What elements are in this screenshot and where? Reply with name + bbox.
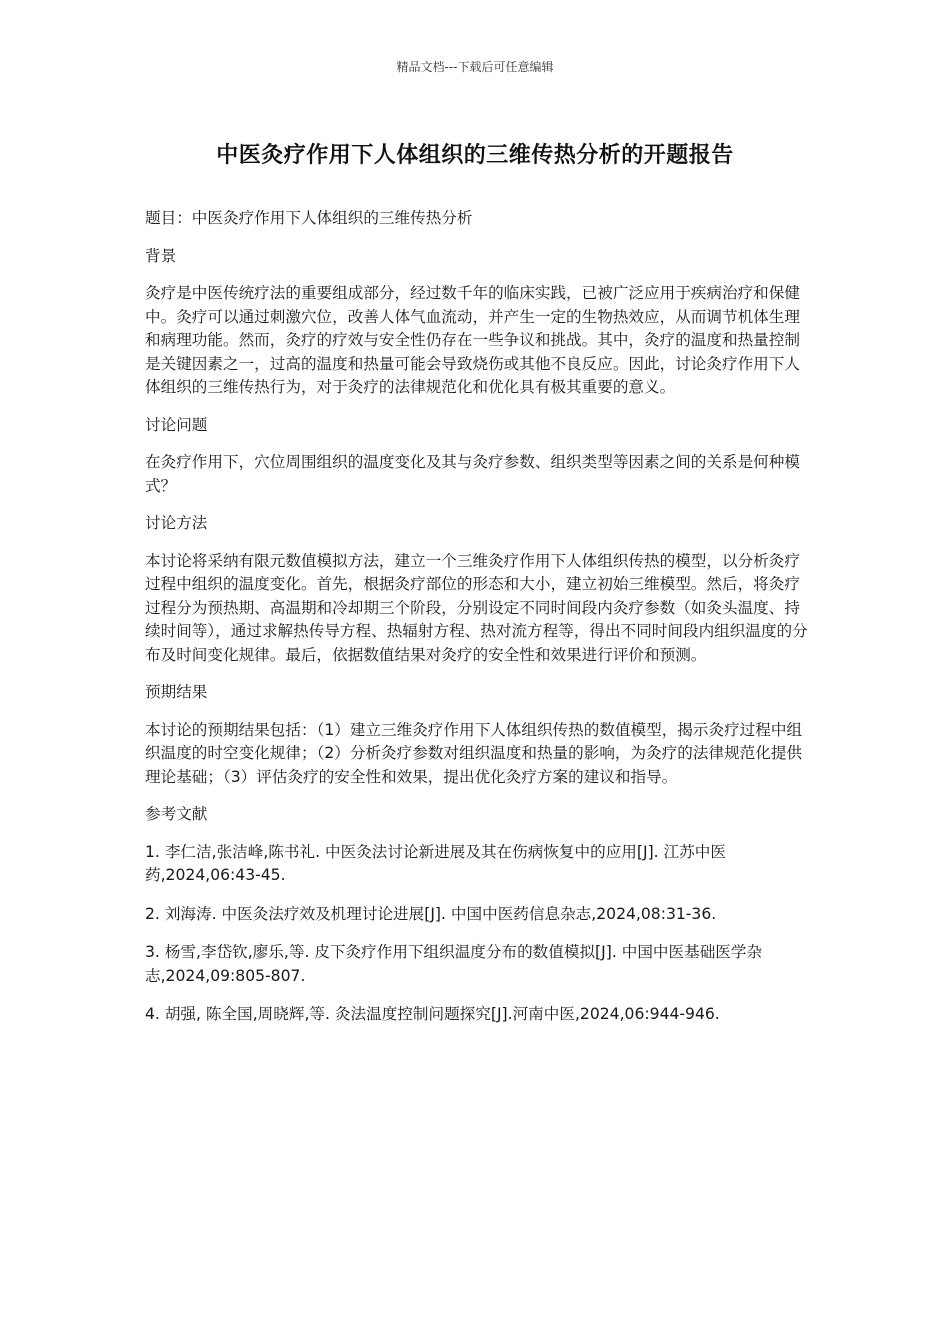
section-text-method: 本讨论将采纳有限元数值模拟方法，建立一个三维灸疗作用下人体组织传热的模型，以分析灸疗过程中组织的温度变化。首先，根据灸疗部位的形态和大小，建立初始三维模型。然后，将灸疗过程分为预热期、高温期和冷却期三个阶段，分别设定不同时间段内灸疗参数（如灸头温度、持续时间等），通过求解热传导方程、热辐射方程、热对流方程等，得出不同时间段内组织温度的分布及时间变化规律。最后，依据数值结果对灸疗的安全性和效果进行评价和预测。 [145, 551, 808, 664]
document-body [145, 207, 810, 1042]
header-note: 精品文档---下载后可任意编辑 [396, 60, 554, 74]
reference-item: 2. 刘海涛. 中医灸法疗效及机理讨论进展[J]. 中国中医药信息杂志,2024,08:31-36. [145, 904, 717, 923]
document-title: 中医灸疗作用下人体组织的三维传热分析的开题报告 [216, 143, 734, 168]
section-text-background: 灸疗是中医传统疗法的重要组成部分，经过数千年的临床实践，已被广泛应用于疾病治疗和保健中。灸疗可以通过刺激穴位，改善人体气血流动，并产生一定的生物热效应，从而调节机体生理和病理功能。然而，灸疗的疗效与安全性仍存在一些争议和挑战。其中，灸疗的温度和热量控制是关键因素之一，过高的温度和热量可能会导致烧伤或其他不良反应。因此，讨论灸疗作用下人体组织的三维传热行为，对于灸疗的法律规范化和优化具有极其重要的意义。 [145, 284, 800, 396]
reference-item: 4. 胡强, 陈全国,周晓辉,等. 灸法温度控制问题探究[J].河南中医,2024,06:944-946. [145, 1005, 720, 1023]
section-text-question: 在灸疗作用下，穴位周围组织的温度变化及其与灸疗参数、组织类型等因素之间的关系是何种模式？ [145, 453, 800, 495]
section-heading-background: 背景 [145, 246, 177, 265]
section-text-expected-results: 本讨论的预期结果包括：（1）建立三维灸疗作用下人体组织传热的数值模型，揭示灸疗过程中组织温度的时空变化规律；（2）分析灸疗参数对组织温度和热量的影响，为灸疗的法律规范化提供理论基础；（3）评估灸疗的安全性和效果，提出优化灸疗方案的建议和指导。 [145, 720, 803, 786]
section-heading-question: 讨论问题 [145, 415, 208, 434]
section-heading-method: 讨论方法 [145, 514, 208, 532]
reference-item: 3. 杨雪,李岱钦,廖乐,等. 皮下灸疗作用下组织温度分布的数值模拟[J]. 中国中医基础医学杂志,2024,09:805-807. [145, 943, 763, 985]
section-heading-expected-results: 预期结果 [145, 683, 208, 701]
references-heading: 参考文献 [145, 805, 208, 823]
topic-line: 题目：中医灸疗作用下人体组织的三维传热分析 [145, 209, 473, 227]
reference-item: 1. 李仁洁,张洁峰,陈书礼. 中医灸法讨论新进展及其在伤病恢复中的应用[J]. 江苏中医药,2024,06:43-45. [145, 842, 726, 884]
